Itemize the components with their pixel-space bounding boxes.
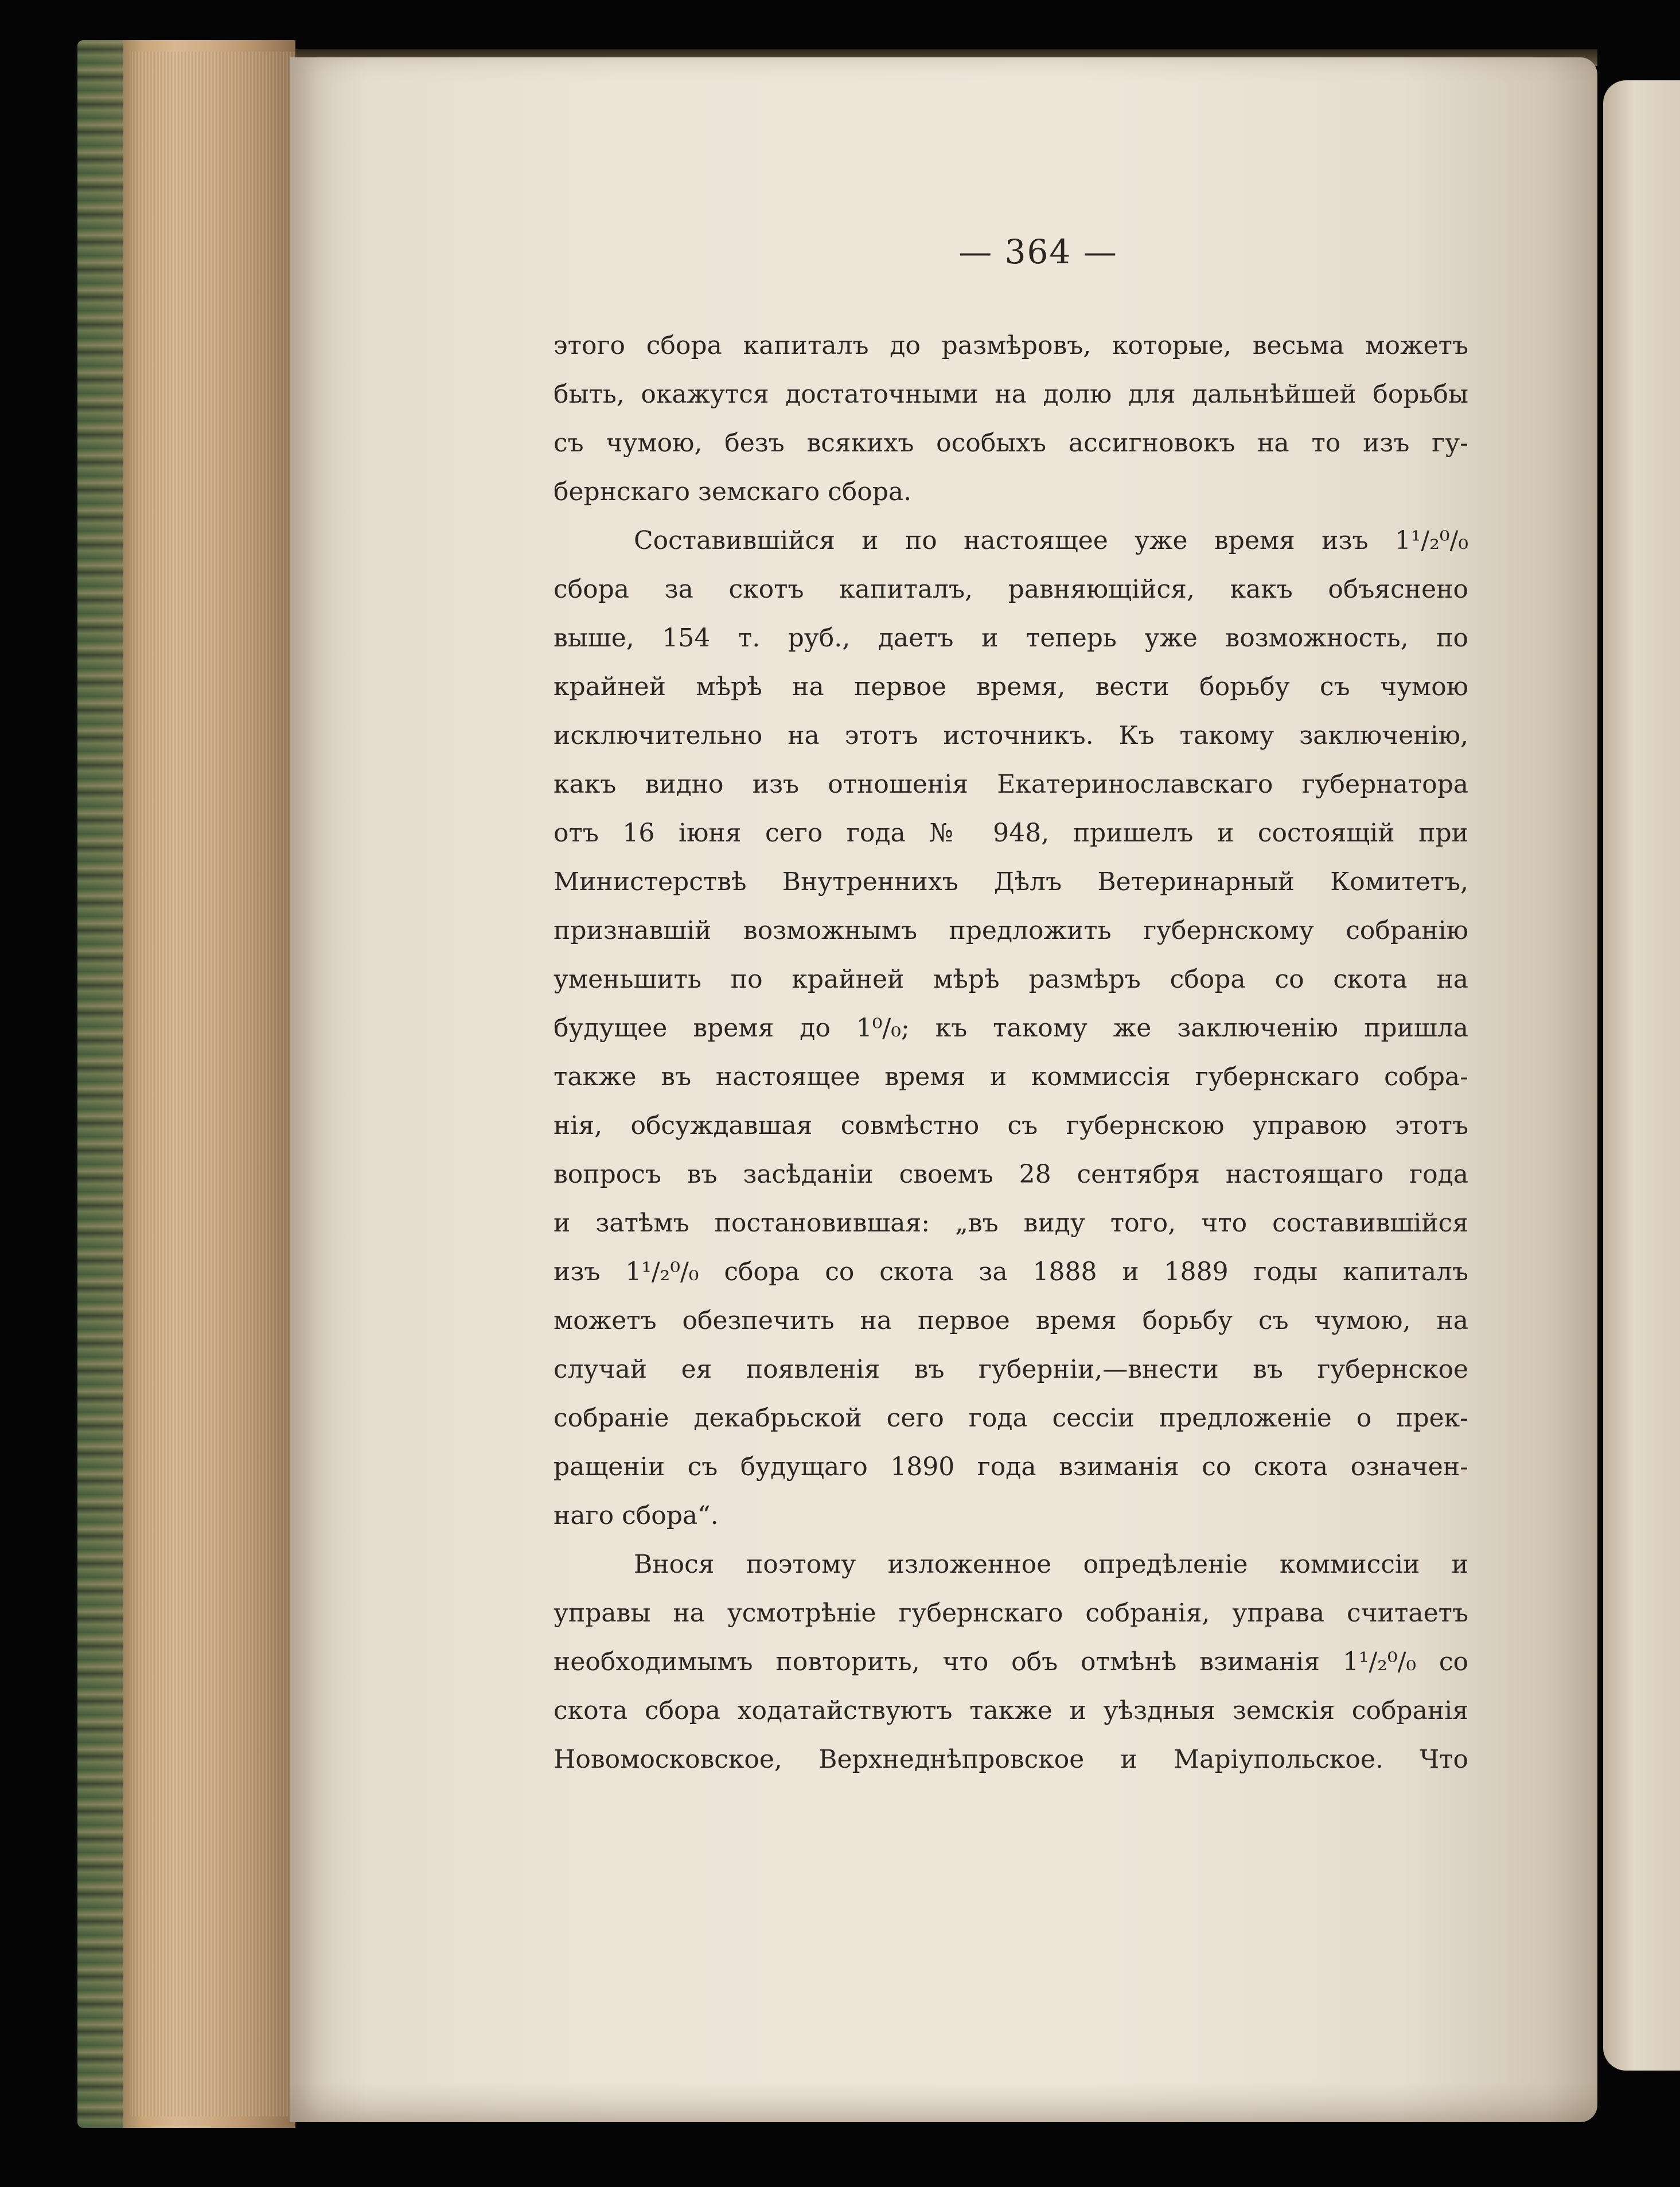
text-line: Новомосковское, Верхнеднѣпровское и Маріупольское. Что [553,1745,1468,1774]
text-line: выше, 154 т. руб., даетъ и теперь уже возможность, по [553,623,1468,653]
text-line: скота сбора ходатайствуютъ также и уѣздныя земскія собранія [553,1696,1468,1725]
text-line: управы на усмотрѣніе губернскаго собранія, управа считаетъ [553,1599,1468,1628]
text-line: бернскаго земскаго сбора. [553,477,912,506]
text-line: собраніе декабрьской сего года сессіи предложеніе о прек- [553,1404,1468,1433]
text-line: исключительно на этотъ источникъ. Къ такому заключенію, [553,721,1468,750]
text-line: отъ 16 іюня сего года № 948, пришелъ и состоящій при [553,818,1468,848]
text-line: крайней мѣрѣ на первое время, вести борьбу съ чумою [553,672,1468,701]
text-line: и затѣмъ постановившая: „въ виду того, что составившійся [553,1208,1468,1238]
text-line: быть, окажутся достаточными на долю для дальнѣйшей борьбы [553,380,1468,409]
book-page [290,57,1597,2122]
text-line: уменьшить по крайней мѣрѣ размѣръ сбора со скота на [553,965,1468,994]
adjacent-page-edge [1603,80,1680,2071]
text-line: вопросъ въ засѣданіи своемъ 28 сентября настоящаго года [553,1160,1468,1189]
text-line: можетъ обезпечить на первое время борьбу съ чумою, на [553,1306,1468,1335]
text-line: этого сбора капиталъ до размѣровъ, которые, весьма можетъ [553,331,1468,360]
text-line: нія, обсуждавшая совмѣстно съ губернскою управою этотъ [553,1111,1468,1140]
text-line: сбора за скотъ капиталъ, равняющійся, какъ объяснено [553,575,1468,604]
text-line: съ чумою, безъ всякихъ особыхъ ассигновокъ на то изъ гу- [553,428,1468,458]
text-line: случай ея появленія въ губерніи,—внести въ губернское [553,1355,1468,1384]
text-line: признавшій возможнымъ предложить губернскому собранію [553,916,1468,945]
text-line: Министерствѣ Внутреннихъ Дѣлъ Ветеринарный Комитетъ, [553,867,1468,896]
page-number: — 364 — [958,232,1118,271]
text-line: будущее время до 1⁰/₀; къ такому же заключенію пришла [553,1013,1468,1043]
text-line: Внося поэтому изложенное опредѣленіе коммиссіи и [634,1550,1468,1579]
text-line: необходимымъ повторить, что объ отмѣнѣ взиманія 1¹/₂⁰/₀ со [553,1647,1468,1677]
page-text-body [553,321,1468,1784]
text-line: также въ настоящее время и коммиссія губернскаго собра- [553,1062,1468,1091]
text-line: наго сбора“. [553,1501,719,1530]
text-line: изъ 1¹/₂⁰/₀ сбора со скота за 1888 и 1889 годы капиталъ [553,1257,1468,1287]
book-page-block-edge [77,40,295,2128]
text-line: ращеніи съ будущаго 1890 года взиманія со скота означен- [553,1452,1468,1482]
text-line: Составившійся и по настоящее уже время изъ 1¹/₂⁰/₀ [634,526,1468,555]
text-line: какъ видно изъ отношенія Екатеринославскаго губернатора [553,770,1468,799]
